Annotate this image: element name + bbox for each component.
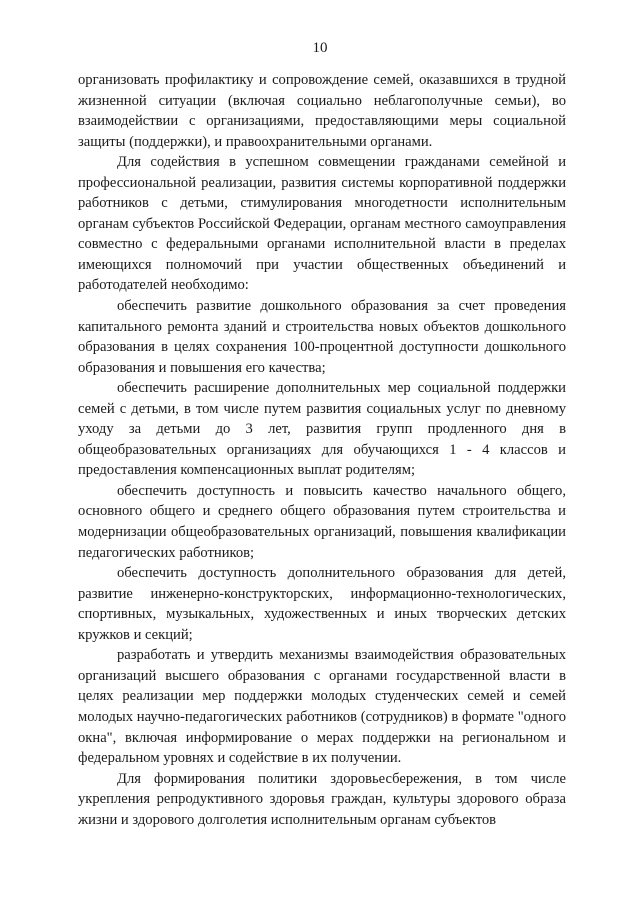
paragraph: Для формирования политики здоровьесбережения, в том числе укрепления репродуктивного здоровья граждан, культуры здорового образа жизни и здорового долголетия исполнительным органам субъектов	[78, 770, 566, 828]
list-item: обеспечить расширение дополнительных мер социальной поддержки семей с детьми, в том числе путем развития социальных услуг по дневному уходу за детьми до 3 лет, развития групп продленного дня в общеобразовательных организациях для обучающихся 1 - 4 классов и предоставления компенсационных выплат родителям;	[78, 380, 566, 479]
page-number: 10	[312, 40, 328, 56]
list-item: обеспечить развитие дошкольного образования за счет проведения капитального ремонта зданий и строительства новых объектов дошкольного образования в целях сохранения 100-процентной доступности дошкольного образования и повышения его качества;	[78, 298, 566, 376]
paragraph-continued: организовать профилактику и сопровождение семей, оказавшихся в трудной жизненной ситуации (включая социально неблагополучные семьи), во взаимодействии с организациями, предоставляющими меры социальной защиты (поддержки), и правоохранительными органами.	[78, 72, 566, 150]
list-item: обеспечить доступность и повысить качество начального общего, основного общего и среднего общего образования путем строительства и модернизации общеобразовательных организаций, повышения квалификации педагогических работников;	[78, 482, 566, 561]
document-body	[78, 70, 566, 830]
list-item: обеспечить доступность дополнительного образования для детей, развитие инженерно-конструкторских, информационно-технологических, спортивных, музыкальных, художественных и иных творческих детских кружков и секций;	[78, 565, 566, 643]
paragraph: Для содействия в успешном совмещении гражданами семейной и профессиональной реализации, развития системы корпоративной поддержки работников с детьми, стимулирования многодетности исполнительным органам субъектов Российской Федерации, органам местного самоуправления совместно с федеральными органами исполнительной власти в пределах имеющихся полномочий при участии общественных объединений и работодателей необходимо:	[78, 154, 566, 294]
list-item: разработать и утвердить механизмы взаимодействия образовательных организаций высшего образования с органами государственной власти в целях реализации мер поддержки молодых студенческих семей и семей молодых научно-педагогических работников (сотрудников) в формате "одного окна", включая информирование о мерах поддержки на региональном и федеральном уровнях и содействие в их получении.	[78, 647, 566, 767]
